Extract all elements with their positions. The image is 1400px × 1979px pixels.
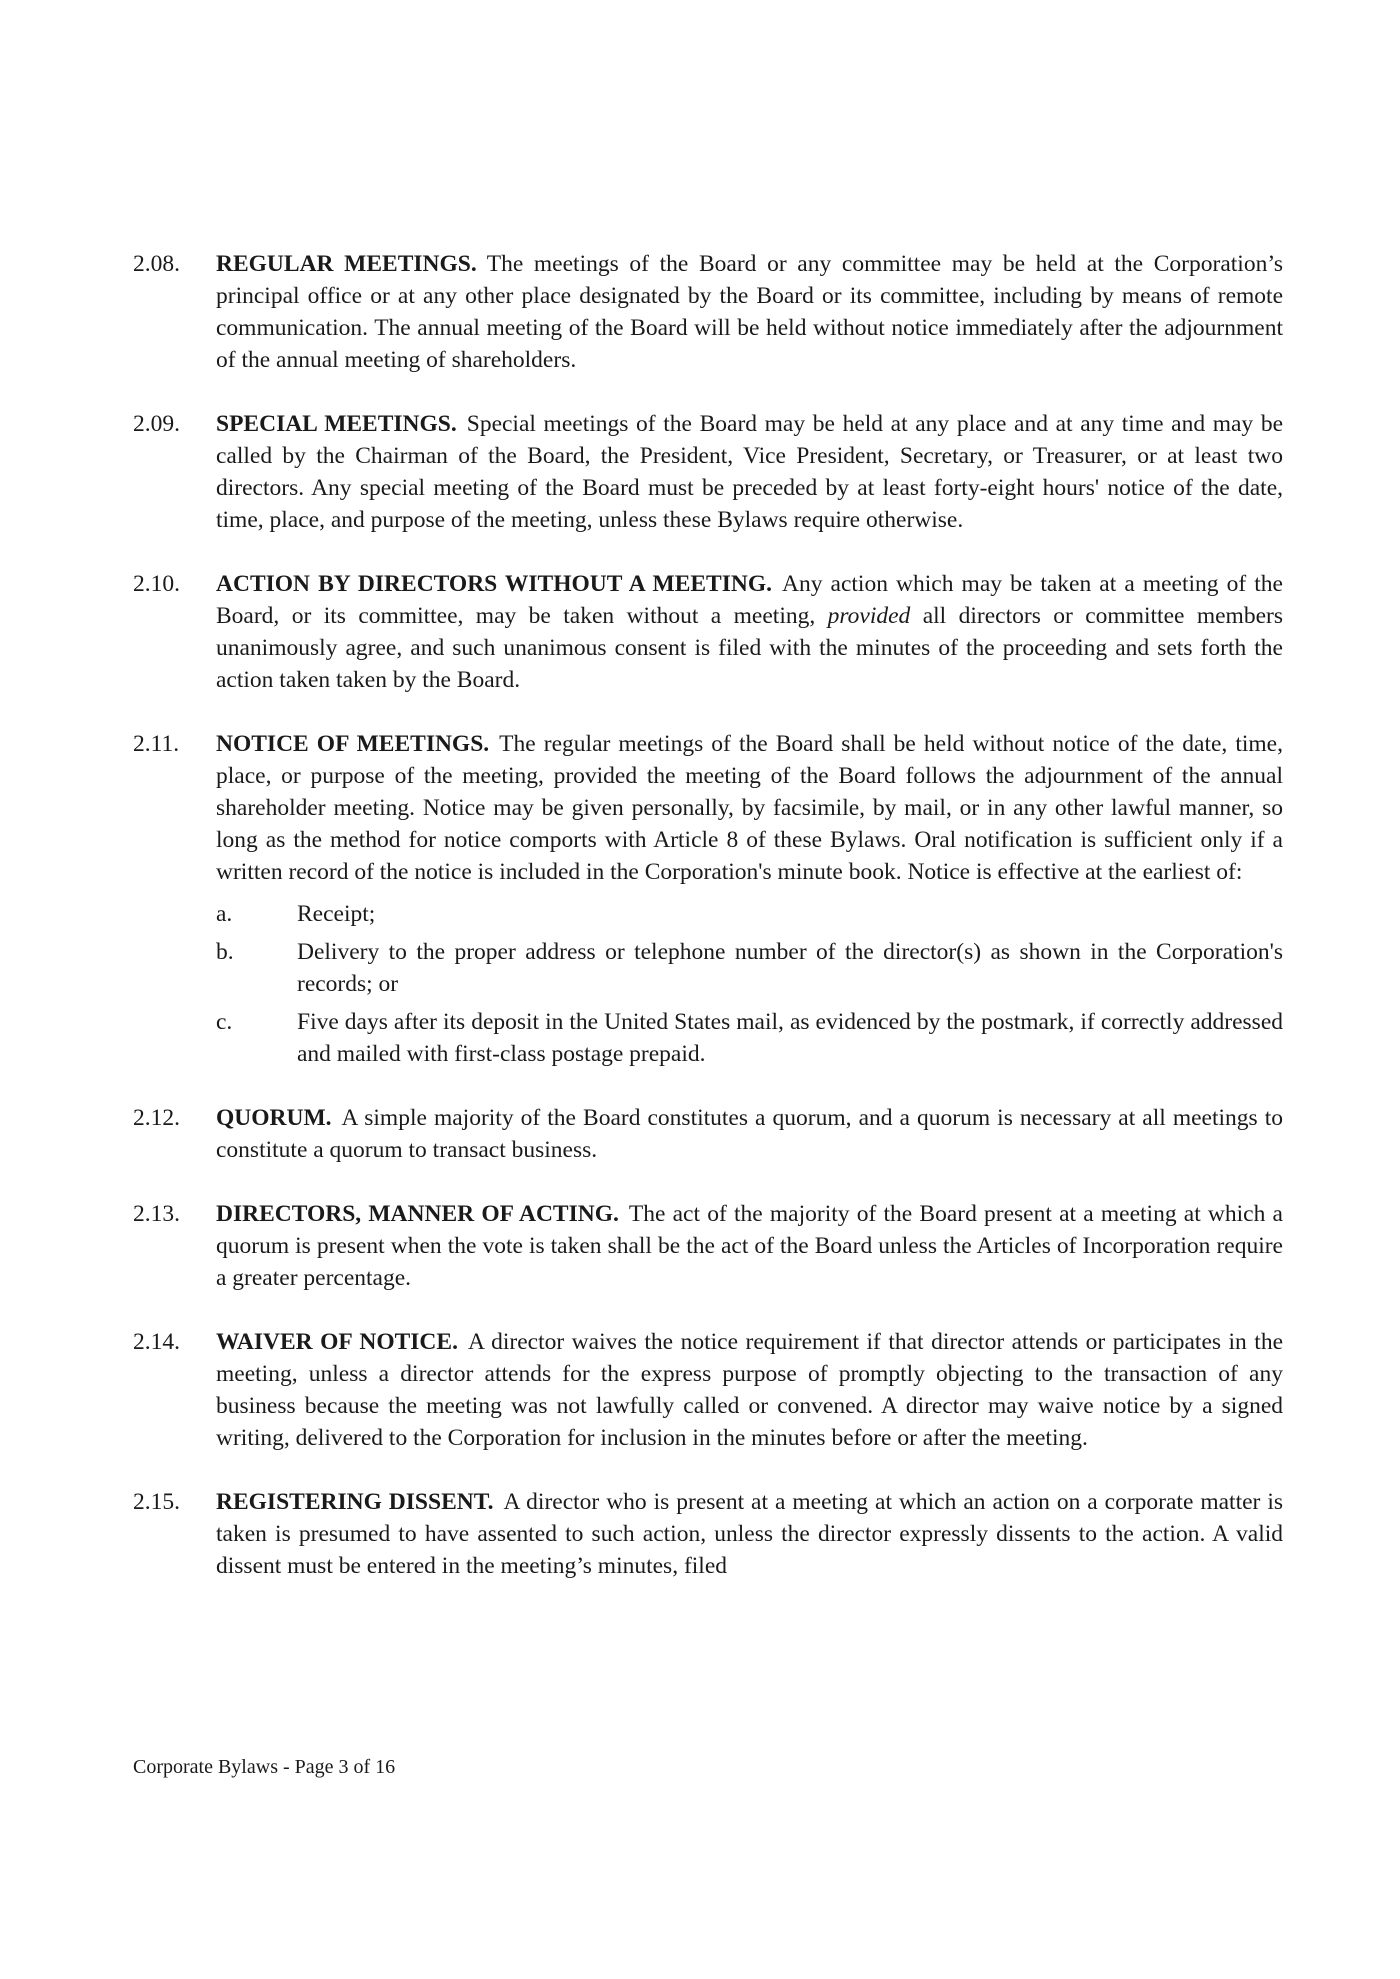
page-footer: Corporate Bylaws - Page 3 of 16 bbox=[133, 1756, 396, 1778]
list-item-letter: b. bbox=[216, 939, 234, 965]
section-title: ACTION BY DIRECTORS WITHOUT A MEETING. bbox=[216, 571, 772, 597]
section-number: 2.15. bbox=[133, 1489, 180, 1515]
section-2-10-action-without-meeting bbox=[133, 568, 1283, 696]
section-number: 2.13. bbox=[133, 1201, 180, 1227]
section-title: DIRECTORS, MANNER OF ACTING. bbox=[216, 1201, 619, 1227]
section-number: 2.08. bbox=[133, 251, 180, 277]
section-2-15-registering-dissent bbox=[133, 1486, 1283, 1582]
section-2-08-regular-meetings bbox=[133, 248, 1283, 376]
section-body: A director who is present at a meeting at which an action on a corporate matter is taken is presumed to have assented to such action, unless the director expressly dissents to the action. A valid dissent must be entered in the meeting’s minutes, filed bbox=[216, 1489, 1284, 1579]
section-title: WAIVER OF NOTICE. bbox=[216, 1329, 458, 1355]
section-2-13-manner-of-acting bbox=[133, 1198, 1283, 1294]
section-title: REGULAR MEETINGS. bbox=[216, 251, 477, 277]
section-number: 2.10. bbox=[133, 571, 180, 597]
section-body: The regular meetings of the Board shall be held without notice of the date, time, place, or purpose of the meeting, provided the meeting of the Board follows the adjournment of the annual shareholder meeting. Notice may be given personally, by facsimile, by mail, or in any other lawful manner, so long as the method for notice comports with Article 8 of these Bylaws. Oral notification is sufficient only if a written record of the notice is included in the Corporation's minute book. Notice is effective at the earliest of: bbox=[216, 731, 1283, 885]
section-number: 2.11. bbox=[133, 731, 180, 757]
section-body: A simple majority of the Board constitutes a quorum, and a quorum is necessary at all meetings to constitute a quorum to transact business. bbox=[216, 1105, 1283, 1163]
section-2-11-notice-of-meetings bbox=[133, 728, 1283, 1070]
section-2-14-waiver-of-notice bbox=[133, 1326, 1283, 1454]
section-body-part: all directors or committee members unanimously agree, and such unanimous consent is filed with the minutes of the proceeding and sets forth the action taken taken by the Board. bbox=[216, 603, 1283, 693]
section-title: REGISTERING DISSENT. bbox=[216, 1489, 494, 1515]
section-2-12-quorum bbox=[133, 1102, 1283, 1166]
section-number: 2.09. bbox=[133, 411, 180, 437]
section-number: 2.14. bbox=[133, 1329, 180, 1355]
list-item bbox=[216, 936, 1283, 1000]
section-2-09-special-meetings bbox=[133, 408, 1283, 536]
list-item-text: Receipt; bbox=[297, 901, 376, 927]
list-item-letter: c. bbox=[216, 1009, 233, 1035]
list-item-text: Five days after its deposit in the United States mail, as evidenced by the postmark, if correctly addressed and mailed with first-class postage prepaid. bbox=[297, 1009, 1283, 1067]
notice-effective-list bbox=[216, 898, 1283, 1070]
section-title: NOTICE OF MEETINGS. bbox=[216, 731, 490, 757]
document-content bbox=[133, 248, 1283, 1614]
section-body: The act of the majority of the Board present at a meeting at which a quorum is present when the vote is taken shall be the act of the Board unless the Articles of Incorporation require a greater percentage. bbox=[216, 1201, 1283, 1291]
section-title: SPECIAL MEETINGS. bbox=[216, 411, 457, 437]
section-body: A director waives the notice requirement if that director attends or participates in the meeting, unless a director attends for the express purpose of promptly objecting to the transaction of any business because the meeting was not lawfully called or convened. A director may waive notice by a signed writing, delivered to the Corporation for inclusion in the minutes before or after the meeting. bbox=[216, 1329, 1283, 1451]
section-body-part: Any action which may be taken at a meeting of the Board, or its committee, may be taken without a meeting, bbox=[216, 571, 1283, 629]
list-item bbox=[216, 898, 1283, 930]
list-item-letter: a. bbox=[216, 901, 233, 927]
section-title: QUORUM. bbox=[216, 1105, 332, 1131]
section-body-emphasis: provided bbox=[827, 603, 911, 629]
section-body: Special meetings of the Board may be held at any place and at any time and may be called by the Chairman of the Board, the President, Vice President, Secretary, or Treasurer, or at least two directors. Any special meeting of the Board must be preceded by at least forty-eight hours' notice of the date, time, place, and purpose of the meeting, unless these Bylaws require otherwise. bbox=[216, 411, 1283, 533]
section-number: 2.12. bbox=[133, 1105, 180, 1131]
section-body: The meetings of the Board or any committee may be held at the Corporation’s principal office or at any other place designated by the Board or its committee, including by means of remote communication. The annual meeting of the Board will be held without notice immediately after the adjournment of the annual meeting of shareholders. bbox=[216, 251, 1283, 373]
list-item-text: Delivery to the proper address or telephone number of the director(s) as shown in the Corporation's records; or bbox=[297, 939, 1283, 997]
list-item bbox=[216, 1006, 1283, 1070]
